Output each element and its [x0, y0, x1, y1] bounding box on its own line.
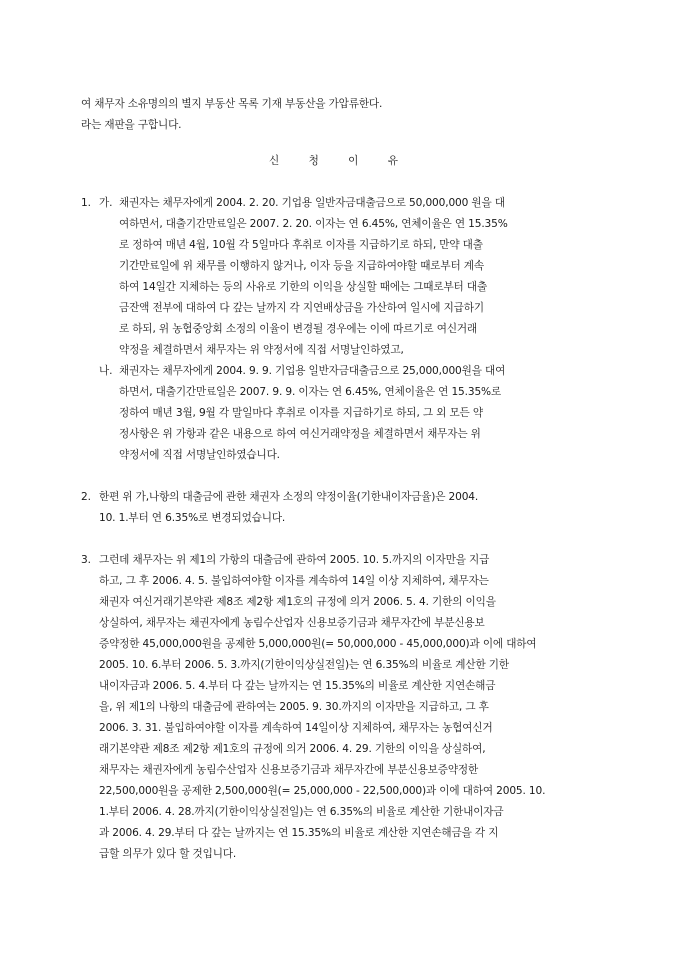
- item-1b-marker: 나.: [99, 365, 113, 377]
- item-3-line: 래기본약관 제8조 제2항 제1호의 규정에 의거 2006. 4. 29. 기한의 이익을 상실하여,: [99, 743, 486, 755]
- item-1b-line: 약정서에 직접 서명날인하였습니다.: [119, 449, 280, 461]
- item-1a-line: 하여 14일간 지체하는 등의 사유로 기한의 이익을 상실할 때에는 그때로부터 대출: [119, 281, 488, 293]
- item-3-line: 1.부터 2006. 4. 28.까지(기한이익상실전일)는 연 6.35%의 비율로 계산한 기한내이자금: [99, 806, 504, 818]
- item-3-line: 을, 위 제1의 나항의 대출금에 관하여는 2005. 9. 30.까지의 이자만을 지급하고, 그 후: [99, 701, 489, 713]
- item-1a-marker: 가.: [99, 197, 113, 209]
- item-3-number: 3.: [81, 554, 91, 566]
- item-1a-line: 로 하되, 위 농협중앙회 소정의 이율이 변경될 경우에는 이에 따르기로 여신거래: [119, 323, 478, 335]
- item-1a-line: 로 정하여 매년 4월, 10월 각 5일마다 후취로 이자를 지급하기로 하되, 만약 대출: [119, 239, 483, 251]
- item-3-line: 채무자는 채권자에게 농림수산업자 신용보증기금과 채무자간에 부분신용보증약정한: [99, 764, 479, 776]
- item-1a-line: 약정을 체결하면서 채무자는 위 약정서에 직접 서명날인하였고,: [119, 344, 404, 356]
- item-1b-line: 채권자는 채무자에게 2004. 9. 9. 기업용 일반자금대출금으로 25,000,000원을 대여: [119, 365, 506, 377]
- item-1b-line: 하면서, 대출기간만료일은 2007. 9. 9. 이자는 연 6.45%, 연체이율은 연 15.35%로: [119, 386, 502, 398]
- item-1b-line: 정하여 매년 3월, 9월 각 말일마다 후취로 이자를 지급하기로 하되, 그 외 모든 약: [119, 407, 483, 419]
- item-3-line: 상실하여, 채무자는 채권자에게 농림수산업자 신용보증기금과 채무자간에 부분신용보: [99, 617, 485, 629]
- item-3-line: 2005. 10. 6.부터 2006. 5. 3.까지(기한이익상실전일)는 연 6.35%의 비율로 계산한 기한: [99, 659, 509, 671]
- item-1a-line: 채권자는 채무자에게 2004. 2. 20. 기업용 일반자금대출금으로 50,000,000 원을 대: [119, 197, 505, 209]
- item-1a-line: 금잔액 전부에 대하여 다 갚는 날까지 각 지연배상금을 가산하여 일시에 지급하기: [119, 302, 484, 314]
- item-3-line: 과 2006. 4. 29.부터 다 갚는 날까지는 연 15.35%의 비율로 계산한 지연손해금을 각 지: [99, 827, 499, 839]
- intro-line: 여 채무자 소유명의의 별지 부동산 목록 기재 부동산을 가압류한다.: [81, 98, 383, 110]
- section-title: 신 청 이 유: [268, 155, 412, 167]
- intro-line: 라는 재판을 구합니다.: [81, 119, 182, 131]
- item-3-line: 채권자 여신거래기본약관 제8조 제2항 제1호의 규정에 의거 2006. 5. 4. 기한의 이익을: [99, 596, 496, 608]
- item-3-line: 그런데 채무자는 위 제1의 가항의 대출금에 관하여 2005. 10. 5.까지의 이자만을 지급: [99, 554, 490, 566]
- item-3-line: 내이자금과 2006. 5. 4.부터 다 갚는 날까지는 연 15.35%의 비율로 계산한 지연손해금: [99, 680, 496, 692]
- item-1a-line: 기간만료일에 위 채무를 이행하지 않거나, 이자 등을 지급하여야할 때로부터 계속: [119, 260, 484, 272]
- item-3-line: 급할 의무가 있다 할 것입니다.: [99, 848, 237, 860]
- item-3-line: 22,500,000원을 공제한 2,500,000원(= 25,000,000 - 22,500,000)과 이에 대하여 2005. 10.: [99, 785, 546, 797]
- item-3-line: 2006. 3. 31. 불입하여야할 이자를 계속하여 14일이상 지체하여, 채무자는 농협여신거: [99, 722, 493, 734]
- item-3-line: 하고, 그 후 2006. 4. 5. 불입하여야할 이자를 계속하여 14일 이상 지체하여, 채무자는: [99, 575, 489, 587]
- item-1b-line: 정사항은 위 가항과 같은 내용으로 하여 여신거래약정을 체결하면서 채무자는 위: [119, 428, 481, 440]
- item-2-number: 2.: [81, 491, 91, 503]
- item-1-number: 1.: [81, 197, 91, 209]
- item-2-line: 한편 위 가,나항의 대출금에 관한 채권자 소정의 약정이율(기한내이자금율)은 2004.: [99, 491, 479, 503]
- item-1a-line: 여하면서, 대출기간만료일은 2007. 2. 20. 이자는 연 6.45%, 연체이율은 연 15.35%: [119, 218, 508, 230]
- item-3-line: 증약정한 45,000,000원을 공제한 5,000,000원(= 50,000,000 - 45,000,000)과 이에 대하여: [99, 638, 537, 650]
- item-2-line: 10. 1.부터 연 6.35%로 변경되었습니다.: [99, 512, 286, 524]
